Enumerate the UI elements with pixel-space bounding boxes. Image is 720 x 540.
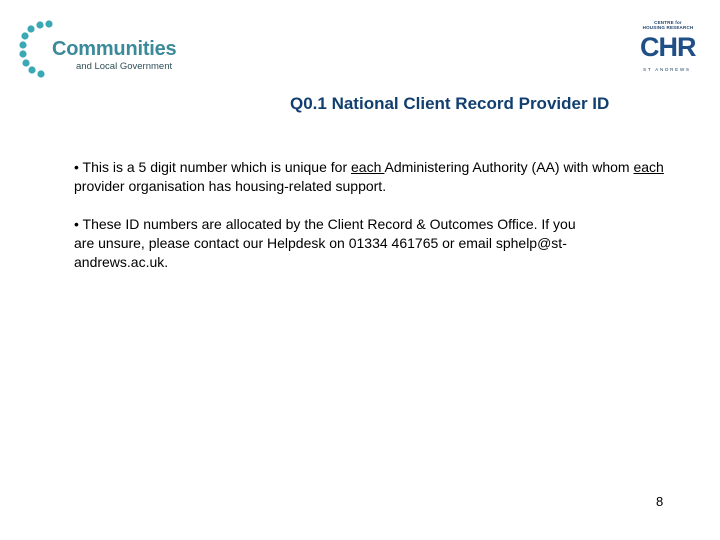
chr-main-text: CHR [640,32,696,62]
chr-top-line2: HOUSING RESEARCH [642,25,694,30]
bullet1-underline-a: each [351,159,385,175]
page-number: 8 [656,494,664,509]
bullet2-line-3: andrews.ac.uk. [74,254,169,270]
chr-top-text [642,20,694,30]
chr-top-line1: CENTRE for [654,20,682,25]
slide-title: Q0.1 National Client Record Provider ID [290,94,610,113]
chr-logo [636,20,696,74]
communities-logo [18,18,198,84]
bullet2-line-2: are unsure, please contact our Helpdesk on 01334 461765 or email sphelp@st- [74,235,567,251]
bullet2-line-1: • These ID numbers are allocated by the Client Record & Outcomes Office. If you [74,216,576,232]
chr-bottom-text: ST ANDREWS [643,67,691,72]
bullet1-text-b: Administering Authority (AA) with whom [384,159,634,175]
bullet-paragraph-2 [74,215,674,272]
bullet1-underline-b: each [633,159,664,175]
bullet1-text-c: provider organisation has housing-related support. [74,178,387,194]
bullet1-text-a: • This is a 5 digit number which is unique for [74,159,351,175]
bullet-paragraph-1 [74,158,674,196]
logo-subtitle: and Local Government [76,61,173,72]
logo-name: Communities [52,38,177,60]
